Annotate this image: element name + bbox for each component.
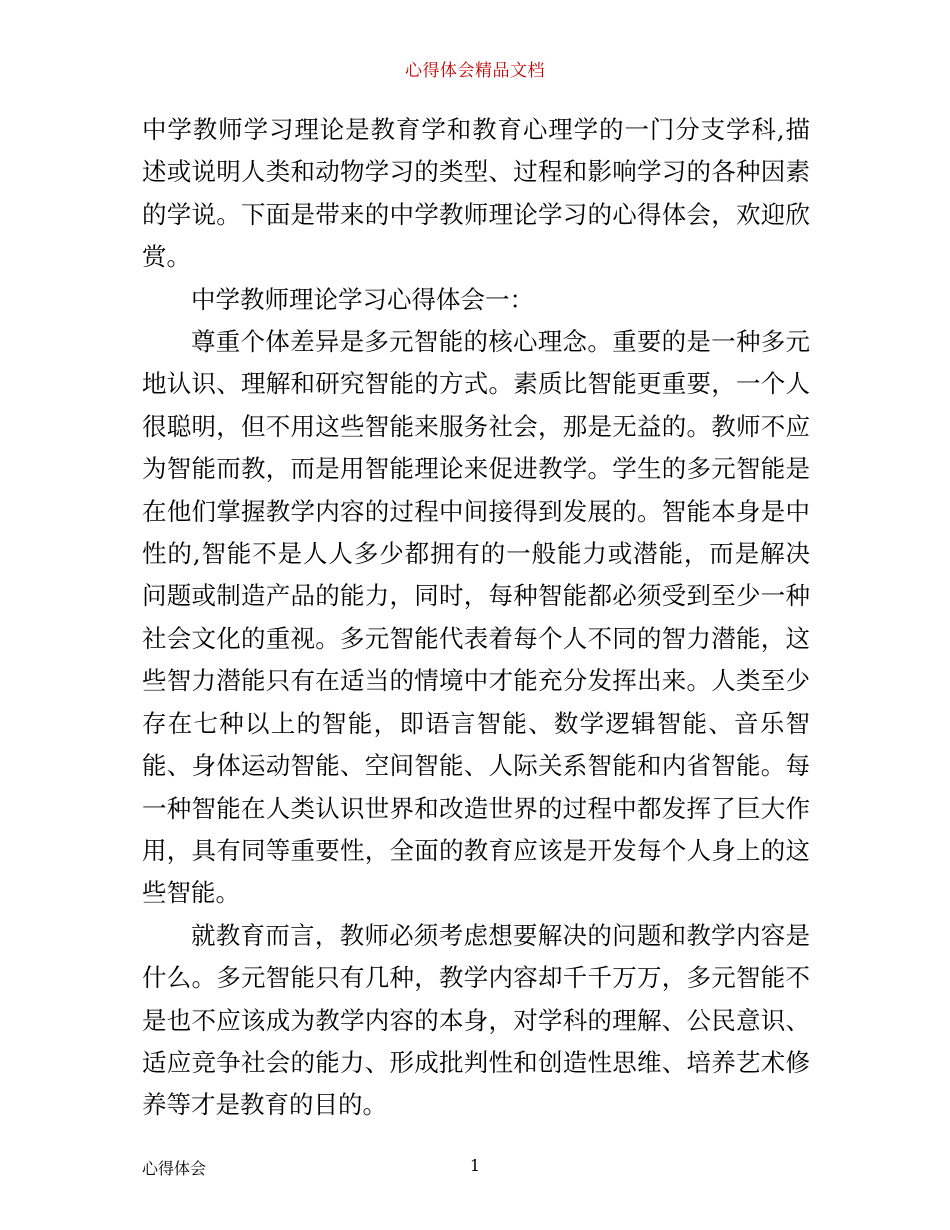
document-body (142, 109, 810, 1127)
page-header-title: 心得体会精品文档 (405, 61, 545, 81)
body-paragraph: 尊重个体差异是多元智能的核心理念。重要的是一种多元地认识、理解和研究智能的方式。素质比智能更重要，一个人很聪明，但不用这些智能来服务社会，那是无益的。教师不应为智能而教，而是用智能理论来促进教学。学生的多元智能是在他们掌握教学内容的过程中间接得到发展的。智能本身是中性的,智能不是人人多少都拥有的一般能力或潜能，而是解决问题或制造产品的能力，同时，每种智能都必须受到至少一种社会文化的重视。多元智能代表着每个人不同的智力潜能，这些智力潜能只有在适当的情境中才能充分发挥出来。人类至少存在七种以上的智能，即语言智能、数学逻辑智能、音乐智能、身体运动智能、空间智能、人际关系智能和内省智能。每一种智能在人类认识世界和改造世界的过程中都发挥了巨大作用，具有同等重要性，全面的教育应该是开发每个人身上的这些智能。 (142, 327, 810, 908)
section-heading: 中学教师理论学习心得体会一： (191, 284, 534, 314)
body-paragraph: 就教育而言，教师必须考虑想要解决的问题和教学内容是什么。多元智能只有几种，教学内容却千千万万，多元智能不是也不应该成为教学内容的本身，对学科的理解、公民意识、适应竞争社会的能力、形成批判性和创造性思维、培养艺术修养等才是教育的目的。 (142, 920, 810, 1120)
page-number: 1 (469, 1156, 481, 1175)
intro-paragraph: 中学教师学习理论是教育学和教育心理学的一门分支学科,描述或说明人类和动物学习的类型、过程和影响学习的各种因素的学说。下面是带来的中学教师理论学习的心得体会，欢迎欣赏。 (142, 115, 810, 272)
footer-label: 心得体会 (142, 1159, 207, 1178)
